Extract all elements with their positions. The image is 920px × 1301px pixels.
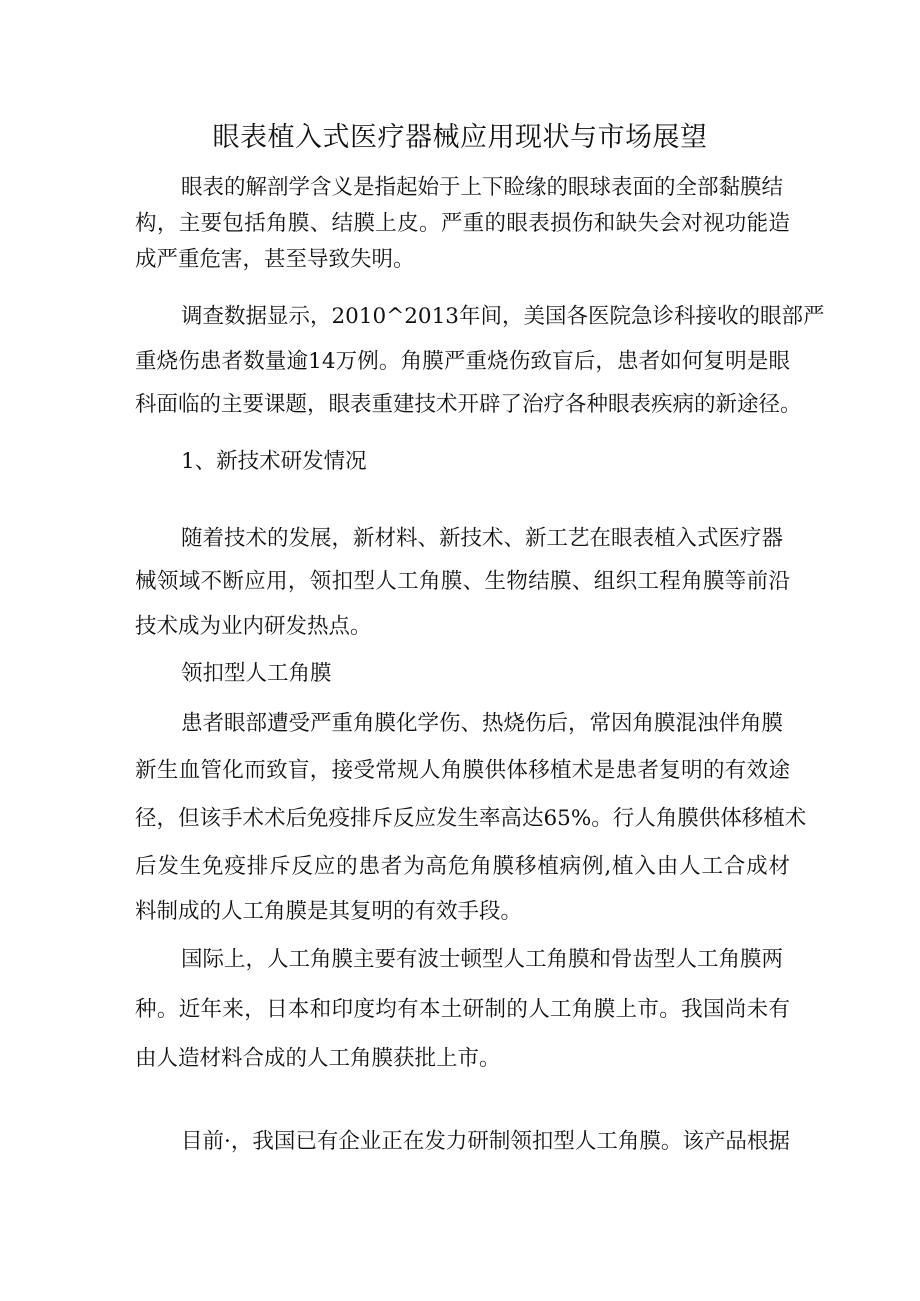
paragraph-line: 新生血管化而致盲，接受常规人角膜供体移植术是患者复明的有效途: [135, 758, 790, 783]
paragraph-line: 径，但该手术术后免疫排斥反应发生率高达65%。行人角膜供体移植术: [135, 806, 807, 831]
paragraph-line: 种。近年来，日本和印度均有本土研制的人工角膜上市。我国尚未有: [135, 997, 790, 1022]
paragraph-line: 调查数据显示，2010^2013年间，美国各医院急诊科接收的眼部严: [181, 304, 825, 329]
paragraph-line: 随着技术的发展，新材料、新技术、新工艺在眼表植入式医疗器: [181, 526, 784, 551]
paragraph-line: 构，主要包括角膜、结膜上皮。严重的眼表损伤和缺失会对视功能造: [135, 211, 790, 236]
subsection-heading: 领扣型人工角膜: [181, 661, 332, 686]
paragraph-line: 由人造材料合成的人工角膜获批上市。: [135, 1046, 501, 1071]
paragraph-line: 重烧伤患者数量逾14万例。角膜严重烧伤致盲后，患者如何复明是眼: [135, 349, 790, 374]
paragraph-line: 后发生免疫排斥反应的患者为高危角膜移植病例,植入由人工合成材: [135, 854, 790, 879]
paragraph-line: 眼表的解剖学含义是指起始于上下睑缘的眼球表面的全部黏膜结: [181, 175, 784, 200]
paragraph-line: 患者眼部遭受严重角膜化学伤、热烧伤后，常因角膜混浊伴角膜: [181, 711, 784, 736]
paragraph-line: 技术成为业内研发热点。: [135, 614, 372, 639]
paragraph-line: 目前·，我国已有企业正在发力研制领扣型人工角膜。该产品根据: [181, 1129, 790, 1154]
section-heading: 1、新技术研发情况: [181, 449, 367, 474]
document-title: 眼表植入式医疗器械应用现状与市场展望: [212, 122, 708, 153]
paragraph-line: 国际上，人工角膜主要有波士顿型人工角膜和骨齿型人工角膜两: [181, 947, 784, 972]
paragraph-line: 械领域不断应用，领扣型人工角膜、生物结膜、组织工程角膜等前沿: [135, 569, 790, 594]
paragraph-line: 成严重危害，甚至导致失明。: [135, 247, 415, 272]
paragraph-line: 料制成的人工角膜是其复明的有效手段。: [135, 899, 523, 924]
paragraph-line: 科面临的主要课题，眼表重建技术开辟了治疗各种眼表疾病的新途径。: [135, 392, 802, 417]
